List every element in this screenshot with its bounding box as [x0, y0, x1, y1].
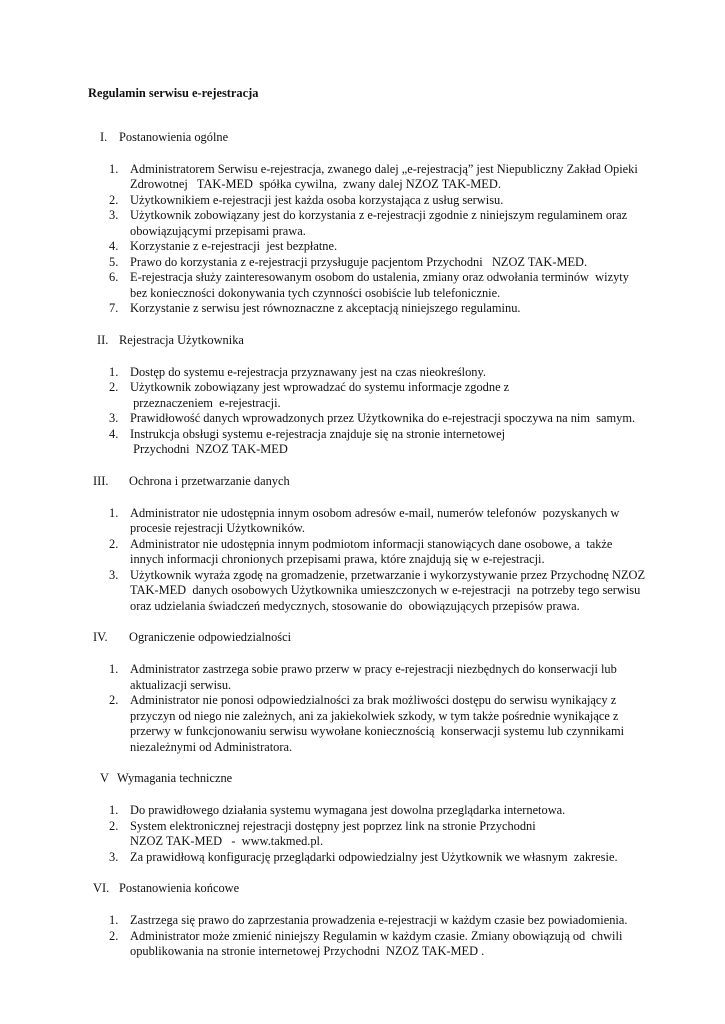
section-6-list [88, 913, 688, 960]
list-item: 2. Użytkownikiem e-rejestracji jest każda osoba korzystająca z usług serwisu. [109, 192, 504, 207]
list-item: 2. Administrator może zmienić niniejszy Regulamin w każdym czasie. Zmiany obowiązują od chwili opublikowania na stronie internetowej Przychodni NZOZ TAK-MED . [109, 928, 623, 958]
section-heading-2 [88, 333, 688, 349]
list-item: 2. System elektronicznej rejestracji dostępny jest poprzez link na stronie Przychodni NZOZ TAK-MED - www.takmed.pl. [109, 818, 536, 848]
list-item: 1. Zastrzega się prawo do zaprzestania prowadzenia e-rejestracji w każdym czasie bez powiadomienia. [109, 913, 628, 927]
section-5-list [88, 803, 688, 865]
list-item: 3. Użytkownik wyraża zgodę na gromadzenie, przetwarzanie i wykorzystywanie przez Przychodnę NZOZ TAK-MED danych osobowych Użytkownika umieszczonych w e-rejestracji na potrzeby tego serwisu oraz udzielania świadczeń medycznych, stosowanie do obowiązujących przepisów prawa. [109, 567, 646, 613]
section-title: Ochrona i przetwarzanie danych [129, 473, 290, 488]
list-item: 1. Do prawidłowego działania systemu wymagana jest dowolna przeglądarka internetowa. [109, 803, 566, 817]
list-item: 2. Administrator nie udostępnia innym podmiotom informacji stanowiących dane osobowe, a także innych informacji chronionych przepisami prawa, które znajdują się w e-rejestracji. [109, 536, 613, 566]
list-item: 7. Korzystanie z serwisu jest równoznaczne z akceptacją niniejszego regulaminu. [109, 301, 521, 315]
list-item: 1. Administrator nie udostępnia innym osobom adresów e-mail, numerów telefonów pozyskanych w procesie rejestracji Użytkowników. [109, 505, 620, 535]
list-item: 5. Prawo do korzystania z e-rejestracji przysługuje pacjentom Przychodni NZOZ TAK-MED. [109, 254, 588, 269]
document-body [88, 86, 688, 960]
section-title: Wymagania techniczne [117, 771, 233, 785]
section-number: VI. [93, 881, 110, 895]
list-item: 3. Za prawidłową konfigurację przeglądarki odpowiedzialny jest Użytkownik we własnym zakresie. [109, 849, 618, 864]
list-item: 4. Instrukcja obsługi systemu e-rejestracja znajduje się na stronie internetowej Przychodni NZOZ TAK-MED [109, 426, 506, 456]
section-heading-5 [88, 771, 688, 787]
section-title: Postanowienia ogólne [119, 129, 229, 144]
section-4-list [88, 662, 688, 755]
section-2-list [88, 365, 688, 458]
section-title: Rejestracja Użytkownika [119, 332, 244, 347]
section-title: Postanowienia końcowe [119, 881, 240, 895]
section-heading-3 [88, 474, 688, 490]
list-item: 1. Administrator zastrzega sobie prawo przerw w pracy e-rejestracji niezbędnych do konserwacji lub aktualizacji serwisu. [109, 662, 617, 692]
section-1-list [88, 162, 688, 317]
section-title: Ograniczenie odpowiedzialności [129, 630, 292, 644]
section-number: I. [100, 129, 108, 144]
list-item: 2. Użytkownik zobowiązany jest wprowadzać do systemu informacje zgodne z przeznaczeniem e-rejestracji. [109, 380, 510, 410]
section-number: V [100, 771, 109, 785]
document-title: Regulamin serwisu e-rejestracja [88, 86, 259, 100]
section-heading-6 [88, 881, 688, 897]
list-item: 1. Administratorem Serwisu e-rejestracja, zwanego dalej „e-rejestracją” jest Niepubliczny Zakład Opieki Zdrowotnej TAK-MED spółka cywilna, zwany dalej NZOZ TAK-MED. [109, 161, 638, 191]
section-number: IV. [93, 630, 108, 644]
section-3-list [88, 506, 688, 615]
list-item: 3. Użytkownik zobowiązany jest do korzystania z e-rejestracji zgodnie z niniejszym regulaminem oraz obowiązującymi przepisami prawa. [109, 208, 628, 238]
list-item: 2. Administrator nie ponosi odpowiedzialności za brak możliwości dostępu do serwisu wynikający z przyczyn od niego nie zależnych, ani za jakiekolwiek szkody, w tym także pośrednie wynikające z przerwy w funkcjonowaniu serwisu wywołane koniecznością konserwacji systemu lub czynnikami niezależnymi od Administratora. [109, 693, 625, 754]
section-heading-1 [88, 130, 688, 146]
list-item: 1. Dostęp do systemu e-rejestracja przyznawany jest na czas nieokreślony. [109, 364, 486, 379]
section-number: III. [93, 473, 109, 488]
list-item: 4. Korzystanie z e-rejestracji jest bezpłatne. [109, 239, 338, 253]
list-item: 6. E-rejestracja służy zainteresowanym osobom do ustalenia, zmiany oraz odwołania terminów wizyty bez konieczności dokonywania tych czynności osobiście lub telefonicznie. [109, 270, 629, 300]
list-item: 3. Prawidłowość danych wprowadzonych przez Użytkownika do e-rejestracji spoczywa na nim samym. [109, 411, 636, 425]
section-heading-4 [88, 630, 688, 646]
section-number: II. [97, 332, 109, 347]
